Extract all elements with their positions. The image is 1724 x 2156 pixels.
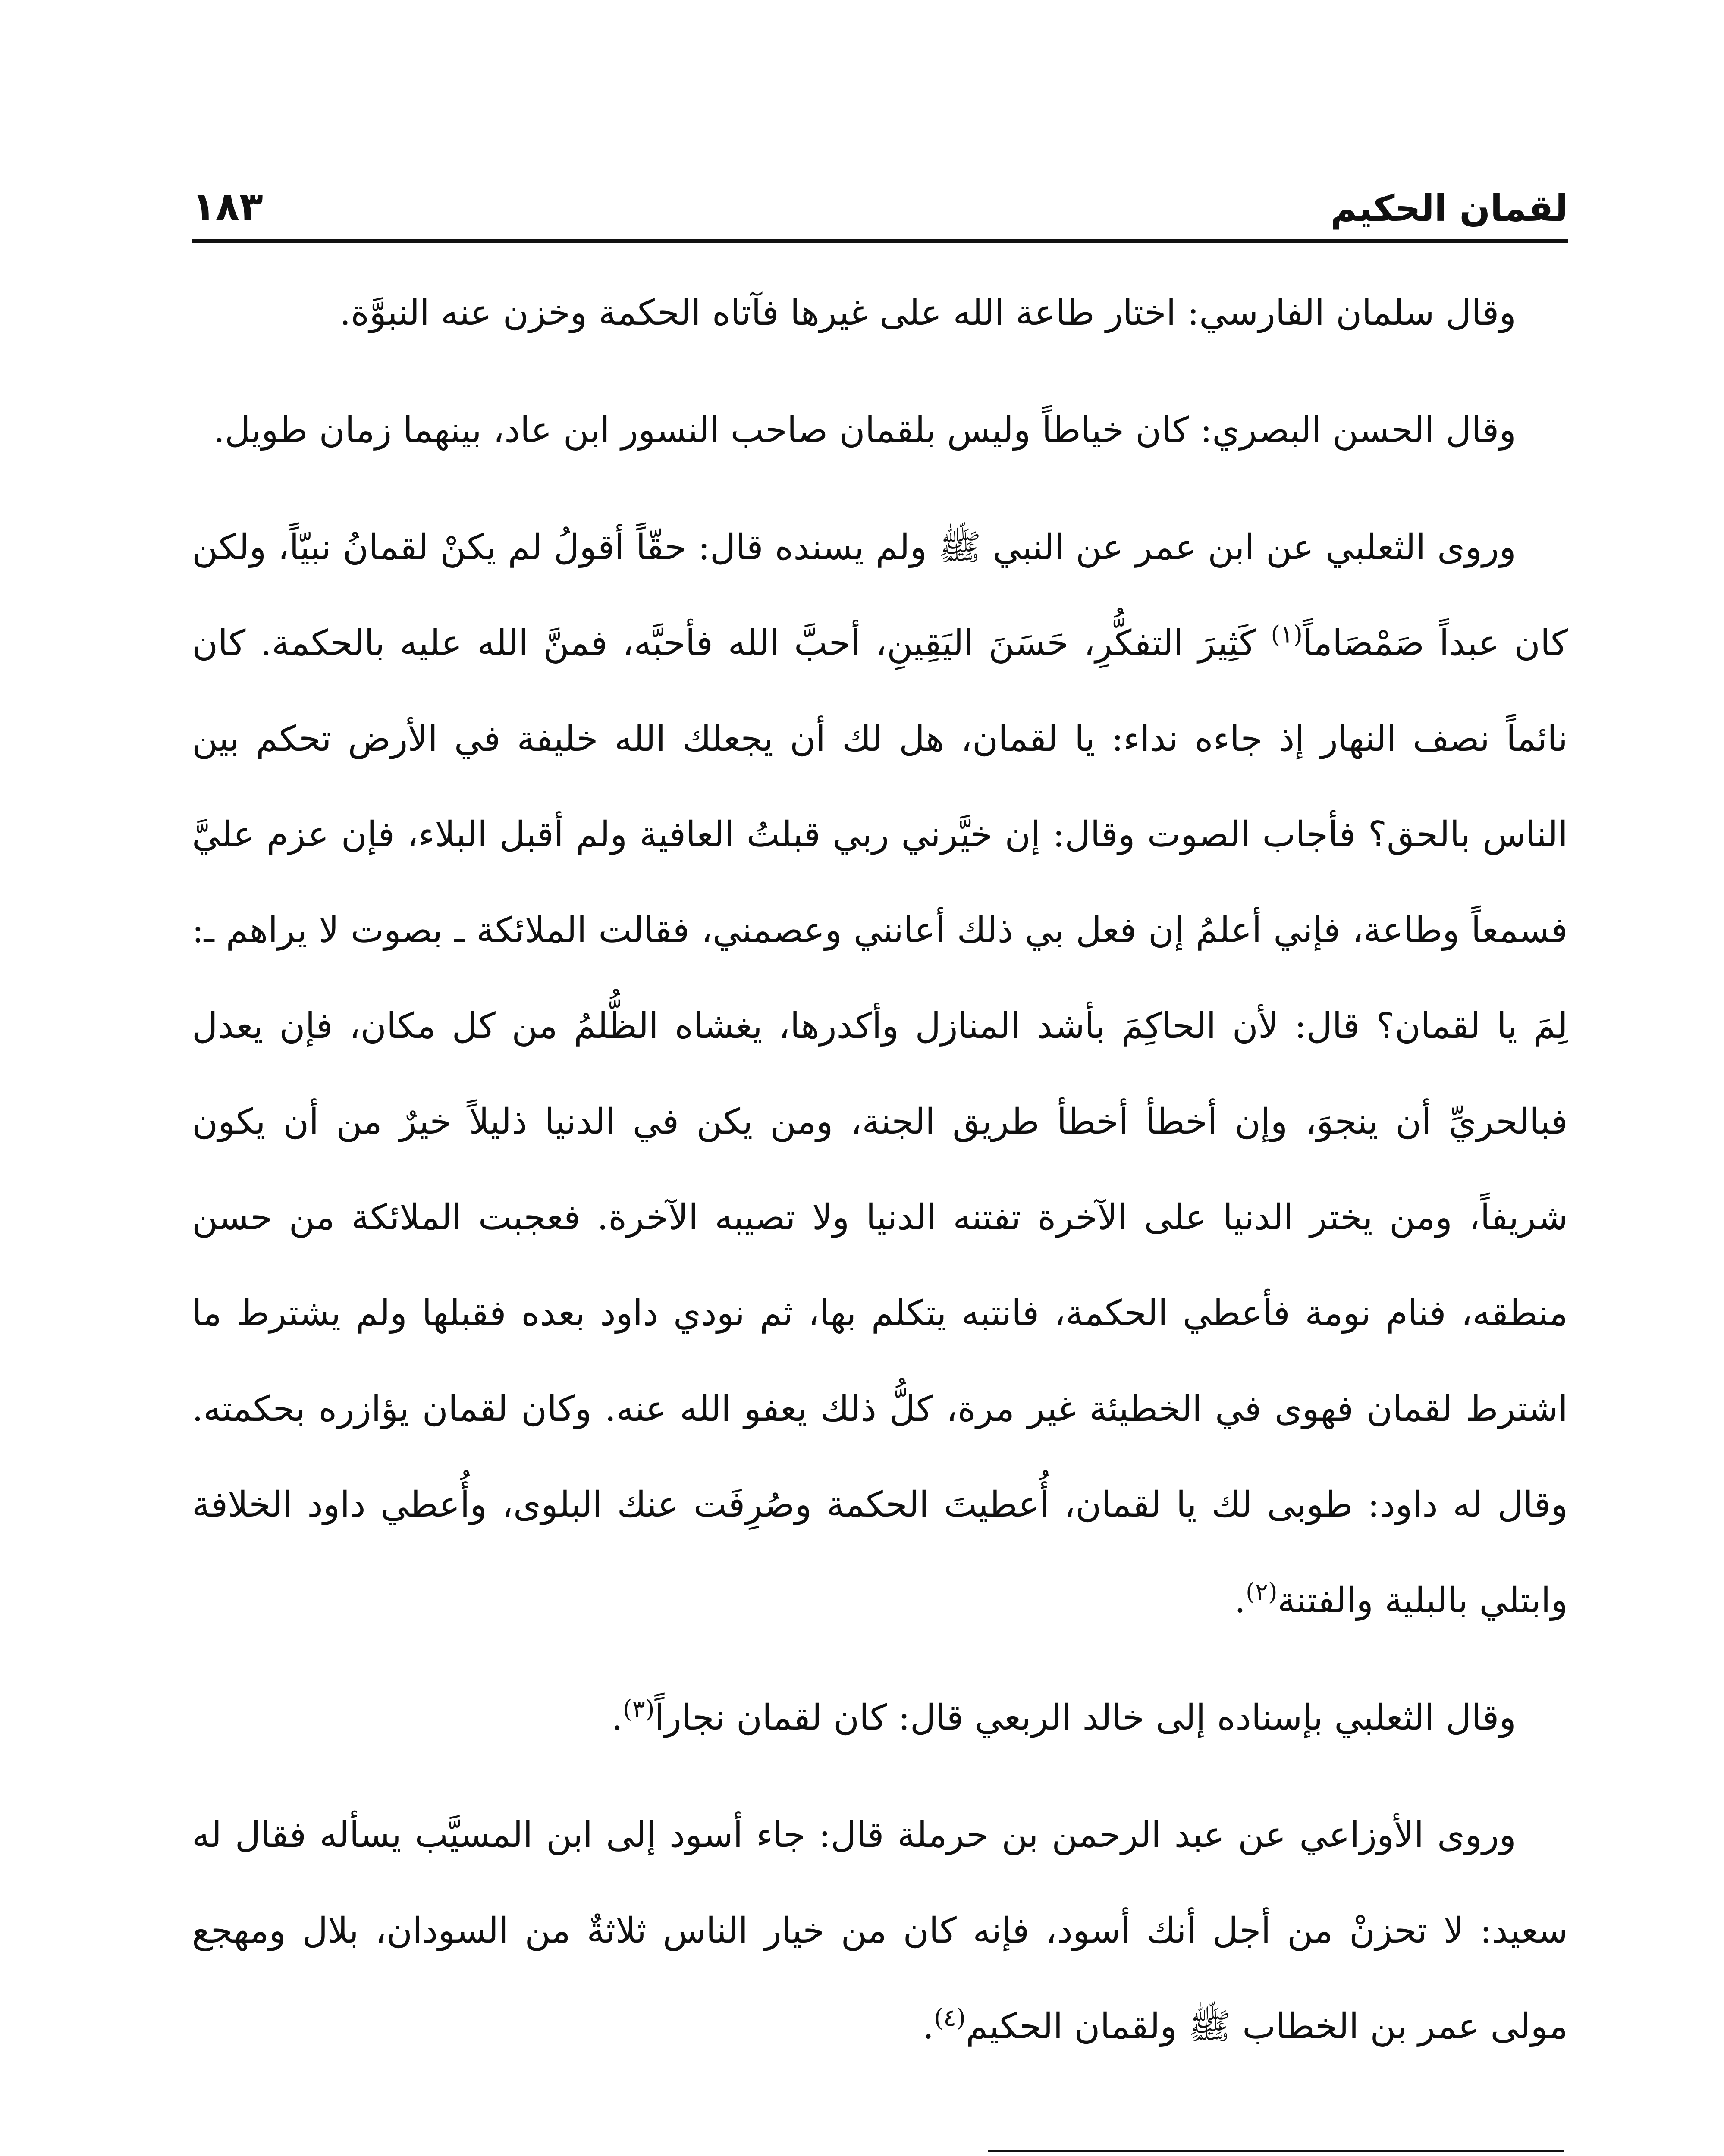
footnote-reference[interactable]: (٤) (934, 2004, 966, 2032)
paragraph-salman (192, 265, 1568, 361)
paragraph-hasan-basri (192, 382, 1568, 478)
footnote-reference[interactable]: (١) (1271, 620, 1303, 649)
footnote-reference[interactable]: (٢) (1245, 1578, 1278, 1606)
paragraph-text: وروى الأوزاعي عن عبد الرحمن بن حرملة قال: جاء أسود إلى ابن المسيَّب يسأله فقال له سعيد: لا تحزنْ من أجل أنك أسود، فإنه كان من خيار الناس ثلاثةٌ من السودان، بلال ومهجع مولى عمر بن الخطاب ﷺ ولقمان الحكيم (192, 1814, 1568, 2047)
header-divider (192, 239, 1568, 243)
footnote-divider (988, 2150, 1564, 2152)
paragraph-text: وروى الثعلبي عن ابن عمر عن النبي ﷺ ولم يسنده قال: حقّاً أقولُ لم يكنْ لقمانُ نبيّاً، ولكن كان عبداً صَمْصَاماً (192, 527, 1568, 664)
running-title: لقمان الحكيم (1330, 187, 1568, 229)
paragraph-khalid-rabi (192, 1670, 1568, 1766)
paragraph-text: . (1234, 1580, 1246, 1621)
paragraph-text: . (611, 1697, 623, 1738)
page-header (192, 153, 1568, 229)
paragraph-text: وقال سلمان الفارسي: اختار طاعة الله على غيرها فآتاه الحكمة وخزن عنه النبوَّة. (339, 292, 1516, 333)
page-number: ١٨٣ (192, 184, 263, 229)
paragraph-text: وقال الثعلبي بإسناده إلى خالد الربعي قال: كان لقمان نجاراً (654, 1697, 1516, 1738)
footnote-reference[interactable]: (٣) (622, 1695, 655, 1724)
paragraph-text: كَثِيرَ التفكُّرِ، حَسَنَ اليَقِينِ، أحبَّ الله فأحبَّه، فمنَّ الله عليه بالحكمة. كان نائماً نصف النهار إذ جاءه نداء: يا لقمان، هل لك أن يجعلك الله خليفة في الأرض تحكم بين الناس بالحق؟ فأجاب الصوت وقال: إن خيَّرني ربي قبلتُ العافية ولم أقبل البلاء، فإن عزم عليَّ فسمعاً وطاعة، فإني أعلمُ إن فعل بي ذلك أعانني وعصمني، فقالت الملائكة ـ بصوت لا يراهم ـ: لِمَ يا لقمان؟ قال: لأن الحاكِمَ بأشد المنازل وأكدرها، يغشاه الظُّلمُ من كل مكان، فإن يعدل فبالحريِّ أن ينجوَ، وإن أخطأ أخطأ طريق الجنة، ومن يكن في الدنيا ذليلاً خيرٌ من أن يكون شريفاً، ومن يختر الدنيا على الآخرة تفتنه الدنيا ولا تصيبه الآخرة. فعجبت الملائكة من حسن منطقه، فنام نومة فأعطي الحكمة، فانتبه يتكلم بها، ثم نودي داود بعده فقبلها ولم يشترط ما اشترط لقمان فهوى في الخطيئة غير مرة، كلُّ ذلك يعفو الله عنه. وكان لقمان يؤازره بحكمته. وقال له داود: طوبى لك يا لقمان، أُعطيتَ الحكمة وصُرِفَت عنك البلوى، وأُعطي داود الخلافة وابتلي بالبلية والفتنة (192, 623, 1568, 1621)
paragraph-text: وقال الحسن البصري: كان خياطاً وليس بلقمان صاحب النسور ابن عاد، بينهما زمان طويل. (213, 410, 1516, 451)
paragraph-thaalabi-narration (192, 500, 1568, 1648)
paragraph-text: . (923, 2006, 934, 2047)
main-text (192, 265, 1568, 2096)
paragraph-awzai (192, 1787, 1568, 2075)
